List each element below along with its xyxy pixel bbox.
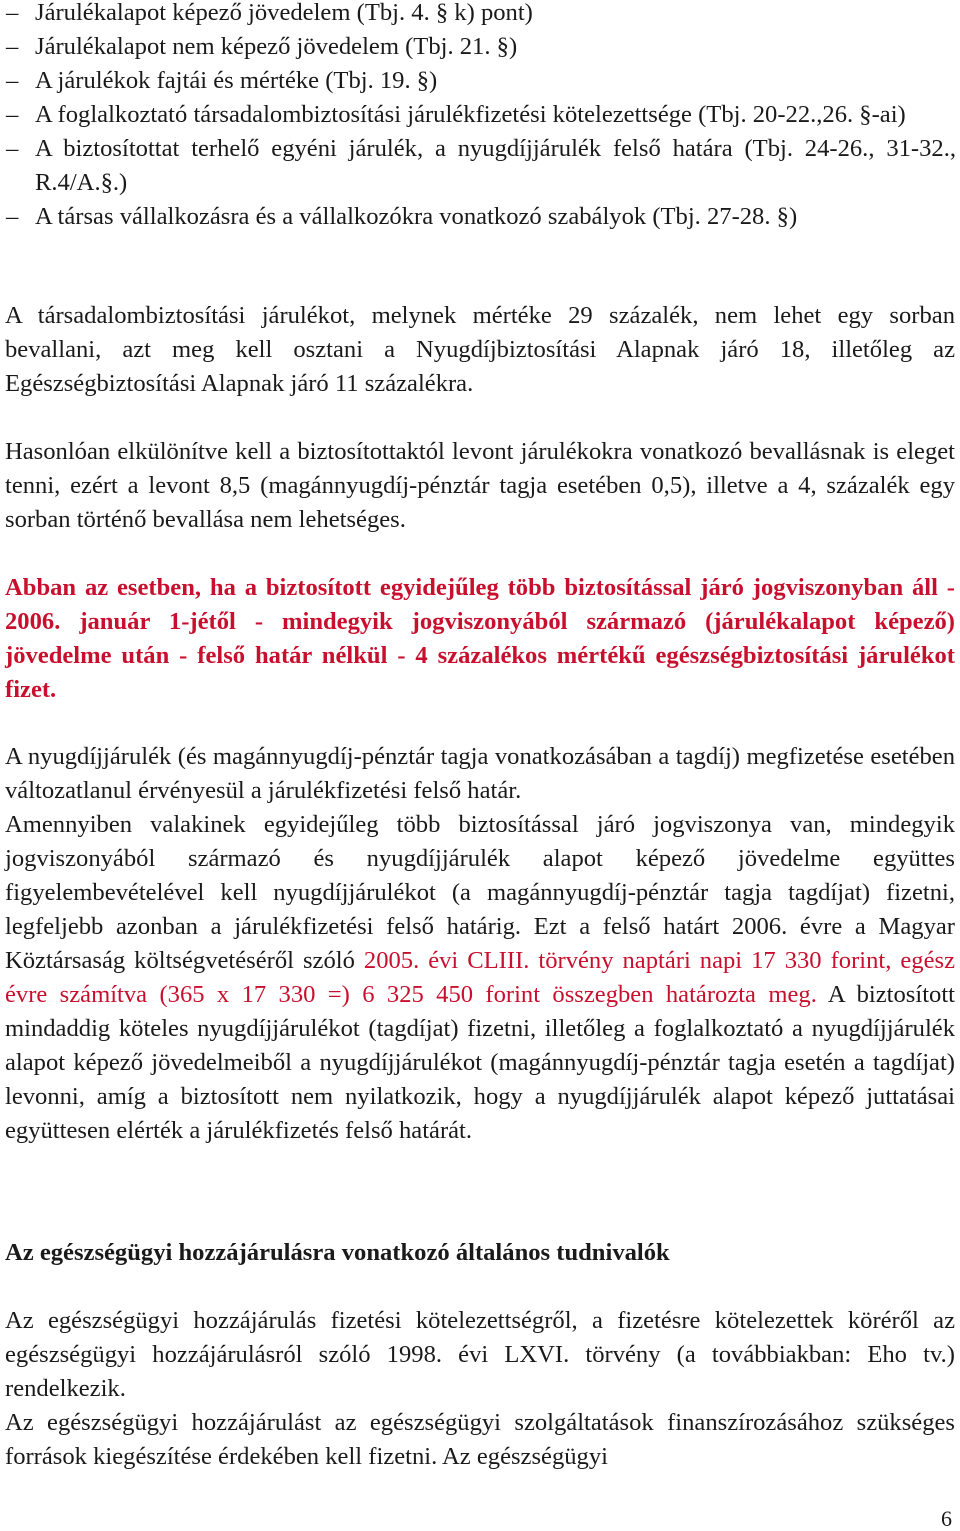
- dash-bullet: –: [6, 67, 19, 94]
- dash-bullet: –: [6, 101, 19, 128]
- list-item: – A foglalkoztató társadalombiztosítási járulékfizetési kötelezettsége (Tbj. 20-22.,26. §-ai): [4, 98, 956, 132]
- dash-bullet: –: [6, 135, 19, 162]
- paragraph-multiple-employment: Amennyiben valakinek egyidejűleg több biztosítással járó jogviszonya van, mindegyik jogviszonyából származó és nyugdíjjárulék alapot képező jövedelme együttes figyelembevételével kell nyugdíjjárulékot (a magánnyugdíj-pénztár tagja tagdíjat) fizetni, legfeljebb azonban a járulékfizetési felső határig. Ezt a felső határt 2006. évre a Magyar Köztársaság költségvetéséről szóló 2005. évi CLIII. törvény naptári napi 17 330 forint, egész évre számítva (365 x 17 330 =) 6 325 450 forint összegben határozta meg. A biztosított mindaddig köteles nyugdíjjárulékot (tagdíjat) fizetni, illetőleg a foglalkoztató a nyugdíjjárulék alapot képező jövedelmeiből a nyugdíjjárulékot (magánnyugdíj-pénztár tagja esetén a tagdíjat) levonni, amíg a biztosított nem nyilatkozik, hogy a nyugdíjjárulék alapot képező juttatásai együttesen elérték a járulékfizetés felső határát.: [5, 811, 956, 1144]
- list-item: – Járulékalapot nem képező jövedelem (Tbj. 21. §): [4, 30, 956, 64]
- section-heading: Az egészségügyi hozzájárulásra vonatkozó általános tudnivalók: [5, 1239, 670, 1266]
- list-item: – A járulékok fajtái és mértéke (Tbj. 19. §): [4, 64, 956, 98]
- dash-bullet: –: [6, 203, 19, 230]
- paragraph-pension-ceiling: A nyugdíjjárulék (és magánnyugdíj-pénztár tagja vonatkozásában a tagdíj) megfizetése esetében változatlanul érvényesül a járulékfizetési felső határ.: [5, 743, 955, 804]
- list-item: – A biztosítottat terhelő egyéni járulék, a nyugdíjjárulék felső határa (Tbj. 24-26., 31-32., R.4/A.§.): [4, 132, 956, 200]
- dash-bullet: –: [6, 33, 19, 60]
- paragraph-health-contribution-highlight: Abban az esetben, ha a biztosított egyidejűleg több biztosítással járó jogviszonyban áll - 2006. január 1-jétől - mindegyik jogviszonyából származó (járulékalapot képező) jövedelme után - felső határ nélkül - 4 százalékos mértékű egészségbiztosítási járulékot fizet.: [5, 574, 955, 703]
- list-item: – A társas vállalkozásra és a vállalkozókra vonatkozó szabályok (Tbj. 27-28. §): [4, 200, 956, 234]
- reference-list: [4, 0, 956, 234]
- paragraph-separate-declaration: Hasonlóan elkülönítve kell a biztosítottaktól levont járulékokra vonatkozó bevallásnak is eleget tenni, ezért a levont 8,5 (magánnyugdíj-pénztár tagja esetében 0,5), illetve a 4, százalék egy sorban történő bevallása nem lehetséges.: [5, 438, 955, 533]
- page-number: 6: [941, 1506, 952, 1531]
- paragraph-contribution-split: A társadalombiztosítási járulékot, melynek mértéke 29 százalék, nem lehet egy sorban bevallani, azt meg kell osztani a Nyugdíjbiztosítási Alapnak járó 18, illetőleg az Egészségbiztosítási Alapnak járó 11 százalékra.: [5, 302, 955, 397]
- paragraph-eho-law: Az egészségügyi hozzájárulás fizetési kötelezettségről, a fizetésre kötelezettek köréről az egészségügyi hozzájárulásról szóló 1998. évi LXVI. törvény (a továbbiakban: Eho tv.) rendelkezik.: [5, 1307, 955, 1402]
- highlight-law-reference: 2005. évi CLIII. törvény naptári napi 17 330 forint, egész évre számítva (365 x 17 330 =) 6 325 450 forint összegben határozta meg.: [5, 947, 955, 1008]
- list-item: – Járulékalapot képező jövedelem (Tbj. 4. § k) pont): [4, 0, 956, 30]
- dash-bullet: –: [6, 0, 19, 26]
- paragraph-eho-purpose: Az egészségügyi hozzájárulást az egészségügyi szolgáltatások finanszírozásához szükséges források kiegészítése érdekében kell fizetni. Az egészségügyi: [5, 1409, 955, 1470]
